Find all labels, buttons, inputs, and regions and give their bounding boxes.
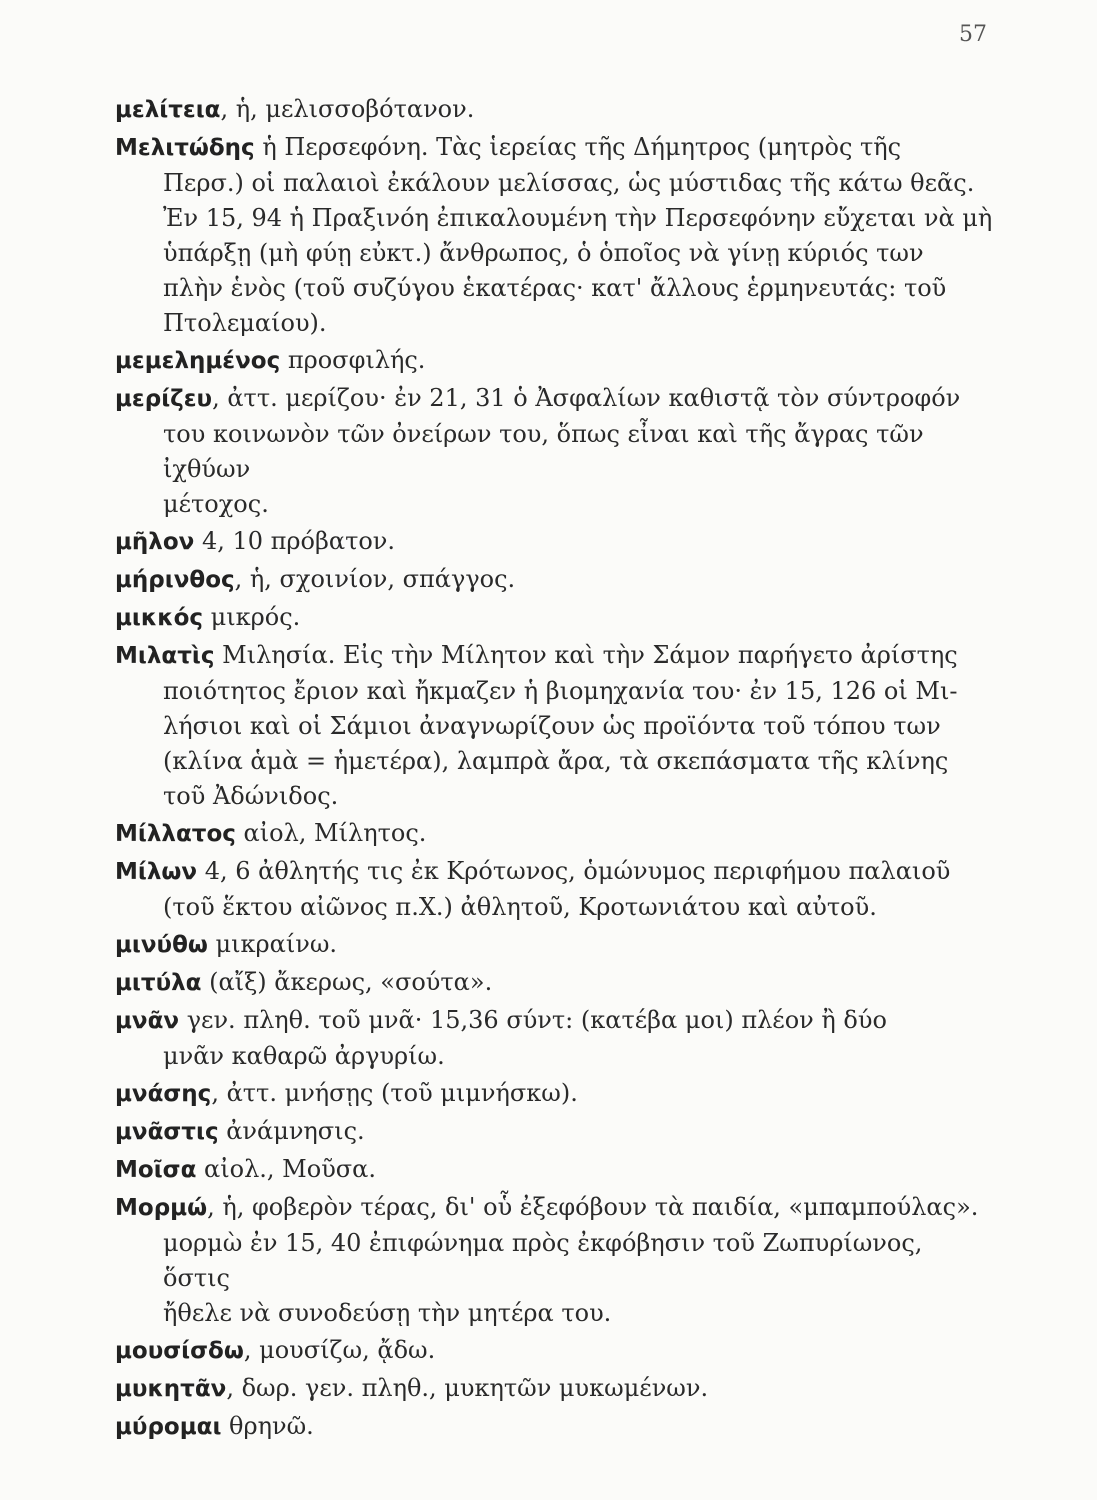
entry-continuation: (τοῦ ἕκτου αἰῶνος π.Χ.) ἀθλητοῦ, Κροτωνιάτου καὶ αὐτοῦ. xyxy=(163,893,877,921)
entry-headword: μερίζευ xyxy=(115,386,213,412)
entry-definition: (αἴξ) ἄκερως, «σούτα». xyxy=(201,968,493,996)
entry-definition: Μιλησία. Εἰς τὴν Μίλητον καὶ τὴν Σάμον παρήγετο ἀρίστης xyxy=(214,641,958,669)
entry-headword: μυκητᾶν xyxy=(115,1376,227,1402)
entry-headword: μύρομαι xyxy=(115,1414,222,1440)
entry-definition: 4, 10 πρόβατον. xyxy=(194,527,396,555)
entry-definition: γεν. πληθ. τοῦ μνᾶ· 15,36 σύντ: (κατέβα μοι) πλέον ἢ δύο xyxy=(179,1006,887,1034)
entry-definition: ἀνάμνησις. xyxy=(218,1117,365,1145)
entry-continuation: (κλίνα ἁμὰ = ἡμετέρα), λαμπρὰ ἄρα, τὰ σκεπάσματα τῆς κλίνης xyxy=(163,747,949,775)
entry-headword: μινύθω xyxy=(115,932,208,958)
entry-headword: Μιλατὶς xyxy=(115,643,215,669)
glossary-entries xyxy=(115,92,995,1447)
entry-definition: ἡ Περσεφόνη. Τὰς ἱερείας τῆς Δήμητρος (μητρὸς τῆς xyxy=(254,133,902,161)
glossary-entry xyxy=(115,1003,995,1074)
entry-definition: μικρός. xyxy=(203,603,301,631)
entry-headword: Μορμώ xyxy=(115,1195,208,1221)
glossary-entry xyxy=(115,965,995,1001)
glossary-entry xyxy=(115,343,995,379)
entry-headword: μῆλον xyxy=(115,529,195,555)
glossary-entry xyxy=(115,92,995,128)
entry-continuation: Περσ.) οἱ παλαιοὶ ἐκάλουν μελίσσας, ὡς μύστιδας τῆς κάτω θεᾶς. xyxy=(163,169,975,197)
entry-continuation: ἤθελε νὰ συνοδεύσῃ τὴν μητέρα του. xyxy=(163,1299,612,1327)
page-number: 57 xyxy=(959,22,987,47)
entry-definition: αἰολ., Μοῦσα. xyxy=(196,1155,376,1183)
entry-continuation: μέτοχος. xyxy=(163,490,269,518)
glossary-entry xyxy=(115,1114,995,1150)
entry-continuation: τοῦ Ἀδώνιδος. xyxy=(163,782,339,810)
glossary-entry xyxy=(115,638,995,814)
entry-continuation: μορμὼ ἐν 15, 40 ἐπιφώνημα πρὸς ἐκφόβησιν τοῦ Ζωπυρίωνος, ὅστις xyxy=(163,1229,923,1292)
entry-headword: μελίτεια xyxy=(115,97,221,123)
glossary-entry xyxy=(115,381,995,522)
entry-continuation: πλὴν ἑνὸς (τοῦ συζύγου ἑκατέρας· κατ' ἄλλους ἑρμηνευτάς: τοῦ xyxy=(163,274,947,302)
glossary-entry xyxy=(115,1409,995,1445)
entry-definition: μικραίνω. xyxy=(207,930,338,958)
entry-continuation: λήσιοι καὶ οἱ Σάμιοι ἀναγνωρίζουν ὡς προϊόντα τοῦ τόπου των xyxy=(163,712,941,740)
entry-headword: μνᾶστις xyxy=(115,1119,219,1145)
entry-continuation: ποιότητος ἔριον καὶ ἤκμαζεν ἡ βιομηχανία του· ἐν 15, 126 οἱ Μι- xyxy=(163,677,958,705)
glossary-entry xyxy=(115,130,995,341)
entry-headword: μνάσης xyxy=(115,1081,212,1107)
entry-definition: , δωρ. γεν. πληθ., μυκητῶν μυκωμένων. xyxy=(226,1374,709,1402)
entry-definition: , μουσίζω, ᾄδω. xyxy=(243,1336,436,1364)
entry-headword: μικκός xyxy=(115,605,204,631)
entry-continuation: του κοινωνὸν τῶν ὀνείρων του, ὅπως εἶναι καὶ τῆς ἄγρας τῶν ἰχθύων xyxy=(163,420,924,483)
glossary-entry xyxy=(115,1190,995,1331)
glossary-entry xyxy=(115,1333,995,1369)
entry-continuation: ὑπάρξῃ (μὴ φύῃ εὐκτ.) ἄνθρωπος, ὁ ὁποῖος νὰ γίνῃ κύριός των xyxy=(163,239,924,267)
glossary-entry xyxy=(115,816,995,852)
entry-continuation: Ἐν 15, 94 ἡ Πραξινόη ἐπικαλουμένη τὴν Περσεφόνην εὔχεται νὰ μὴ xyxy=(163,204,993,232)
glossary-entry xyxy=(115,562,995,598)
entry-headword: Μίλων xyxy=(115,859,198,885)
glossary-entry xyxy=(115,854,995,925)
entry-headword: μιτύλα xyxy=(115,970,202,996)
entry-definition: αἰολ, Μίλητος. xyxy=(235,819,427,847)
entry-headword: μνᾶν xyxy=(115,1008,180,1034)
entry-definition: , ἡ, σχοινίον, σπάγγος. xyxy=(234,565,516,593)
entry-definition: , ἀττ. μνήσῃς (τοῦ μιμνήσκω). xyxy=(211,1079,578,1107)
glossary-entry xyxy=(115,1371,995,1407)
entry-definition: θρηνῶ. xyxy=(221,1412,314,1440)
glossary-entry xyxy=(115,524,995,560)
glossary-entry xyxy=(115,600,995,636)
entry-definition: , ἡ, μελισσοβότανον. xyxy=(220,95,475,123)
glossary-entry xyxy=(115,927,995,963)
entry-headword: μεμελημένος xyxy=(115,348,281,374)
entry-headword: Μοῖσα xyxy=(115,1157,197,1183)
entry-headword: Μελιτώδης xyxy=(115,135,255,161)
entry-definition: , ἀττ. μερίζου· ἐν 21, 31 ὁ Ἀσφαλίων καθιστᾷ τὸν σύντροφόν xyxy=(212,384,961,412)
glossary-entry xyxy=(115,1076,995,1112)
entry-definition: 4, 6 ἀθλητής τις ἐκ Κρότωνος, ὁμώνυμος περιφήμου παλαιοῦ xyxy=(197,857,951,885)
entry-definition: , ἡ, φοβερὸν τέρας, δι' οὗ ἐξεφόβουν τὰ παιδία, «μπαμπούλας». xyxy=(207,1193,979,1221)
entry-headword: μήρινθος xyxy=(115,567,235,593)
entry-continuation: μνᾶν καθαρῶ ἀργυρίω. xyxy=(163,1042,445,1070)
glossary-entry xyxy=(115,1152,995,1188)
entry-definition: προσφιλής. xyxy=(280,346,426,374)
entry-headword: Μίλλατος xyxy=(115,821,236,847)
entry-headword: μουσίσδω xyxy=(115,1338,244,1364)
entry-continuation: Πτολεμαίου). xyxy=(163,309,327,337)
